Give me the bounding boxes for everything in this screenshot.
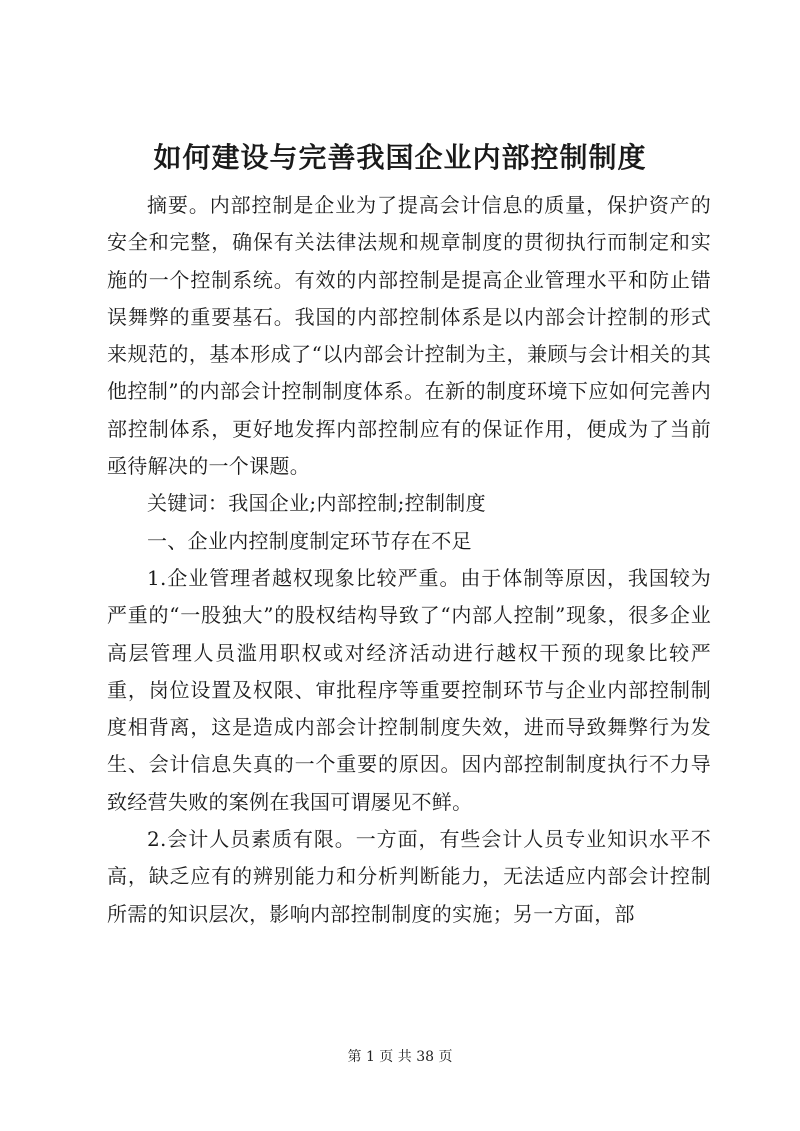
body-paragraph-2: 2.会计人员素质有限。一方面，有些会计人员专业知识水平不高，缺乏应有的辨别能力和分析判断能力，无法适应内部会计控制所需的知识层次，影响内部控制制度的实施；另一方面，部	[107, 827, 711, 926]
keywords-paragraph: 关键词：我国企业;内部控制;控制制度	[147, 491, 486, 516]
abstract-paragraph: 摘要。内部控制是企业为了提高会计信息的质量，保护资产的安全和完整，确保有关法律法规和规章制度的贯彻执行而制定和实施的一个控制系统。有效的内部控制是提高企业管理水平和防止错误舞弊的重要基石。我国的内部控制体系是以内部会计控制的形式来规范的，基本形成了“以内部会计控制为主，兼顾与会计相关的其他控制”的内部会计控制制度体系。在新的制度环境下应如何完善内部控制体系，更好地发挥内部控制应有的保证作用，便成为了当前亟待解决的一个课题。	[107, 193, 711, 479]
document-title: 如何建设与完善我国企业内部控制制度	[153, 141, 647, 174]
document-body	[107, 187, 711, 933]
page-number-footer: 第 1 页 共 38 页	[347, 1049, 453, 1065]
section-heading: 一、企业内控制度制定环节存在不足	[147, 528, 472, 553]
body-paragraph-1: 1.企业管理者越权现象比较严重。由于体制等原因，我国较为严重的“一股独大”的股权结构导致了“内部人控制”现象，很多企业高层管理人员滥用职权或对经济活动进行越权干预的现象比较严重，岗位设置及权限、审批程序等重要控制环节与企业内部控制制度相背离，这是造成内部会计控制制度失效，进而导致舞弊行为发生、会计信息失真的一个重要的原因。因内部控制制度执行不力导致经营失败的案例在我国可谓屡见不鲜。	[107, 565, 711, 814]
